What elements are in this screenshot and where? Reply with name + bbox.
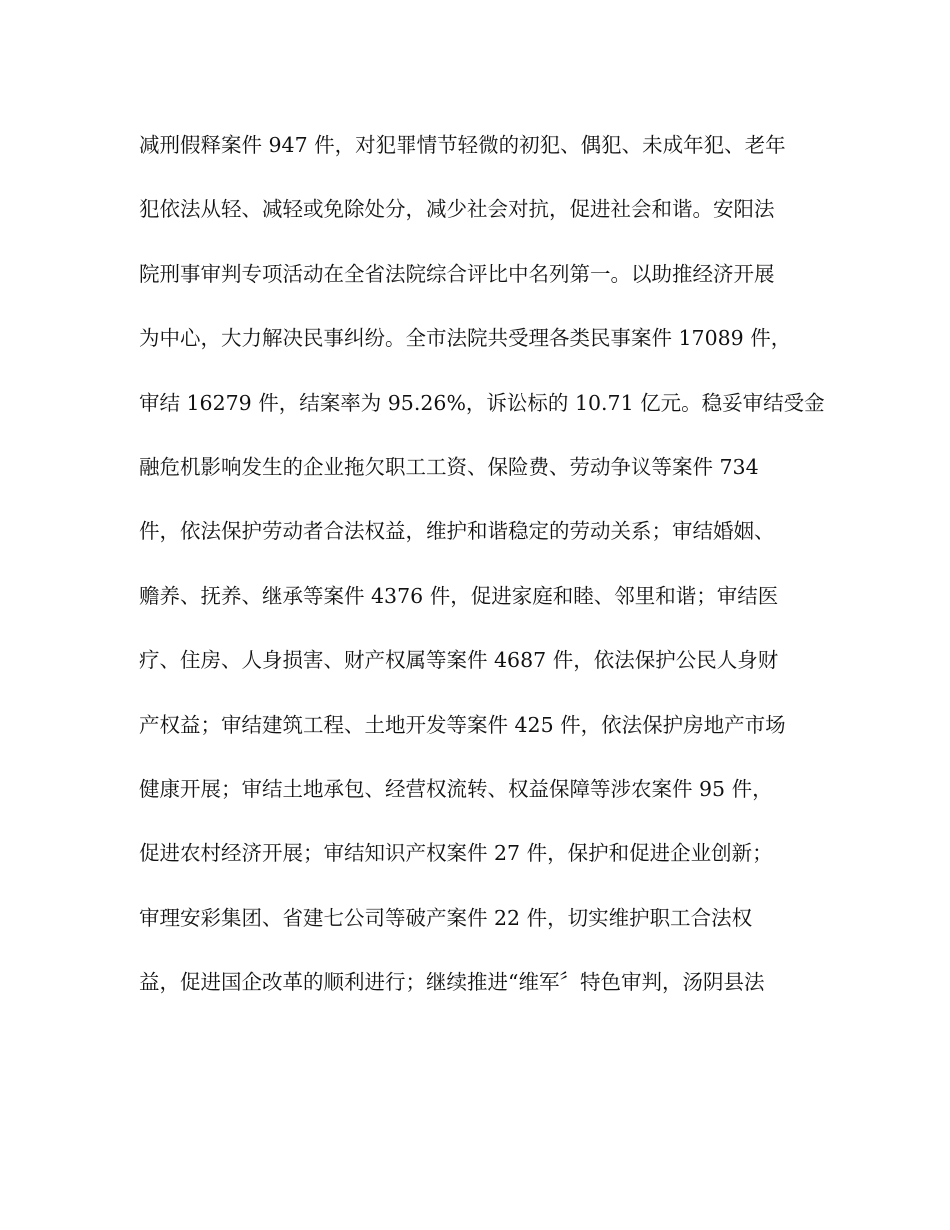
text-line: 融危机影响发生的企业拖欠职工工资、保险费、劳动争议等案件 734 [139, 454, 759, 479]
text-line: 件，依法保护劳动者合法权益，维护和谐稳定的劳动关系；审结婚姻、 [139, 519, 775, 544]
text-line: 赡养、抚养、继承等案件 4376 件，促进家庭和睦、邻里和谐；审结医 [139, 583, 779, 608]
text-line: 减刑假释案件 947 件，对犯罪情节轻微的初犯、偶犯、未成年犯、老年 [139, 133, 786, 157]
body-text [139, 120, 829, 1021]
text-line: 犯依法从轻、减轻或免除处分，减少社会对抗，促进社会和谐。安阳法 [139, 197, 775, 222]
text-line: 院刑事审判专项活动在全省法院综合评比中名列第一。以助推经济开展 [139, 261, 775, 286]
text-line: 审理安彩集团、省建七公司等破产案件 22 件，切实维护职工合法权 [139, 905, 753, 930]
text-line: 疗、住房、人身损害、财产权属等案件 4687 件，依法保护公民人身财 [139, 648, 779, 673]
text-line: 促进农村经济开展；审结知识产权案件 27 件，保护和促进企业创新； [139, 841, 773, 866]
text-line: 审结 16279 件，结案率为 95.26%，诉讼标的 10.71 亿元。稳妥审结受金 [139, 390, 825, 415]
text-line: 为中心，大力解决民事纠纷。全市法院共受理各类民事案件 17089 件， [139, 326, 792, 351]
text-line: 产权益；审结建筑工程、土地开发等案件 425 件，依法保护房地产市场 [139, 712, 786, 737]
text-line: 健康开展；审结土地承包、经营权流转、权益保障等涉农案件 95 件， [139, 776, 773, 801]
text-line: 益，促进国企改革的顺利进行；继续推进“维军〞特色审判，汤阴县法 [139, 970, 765, 995]
